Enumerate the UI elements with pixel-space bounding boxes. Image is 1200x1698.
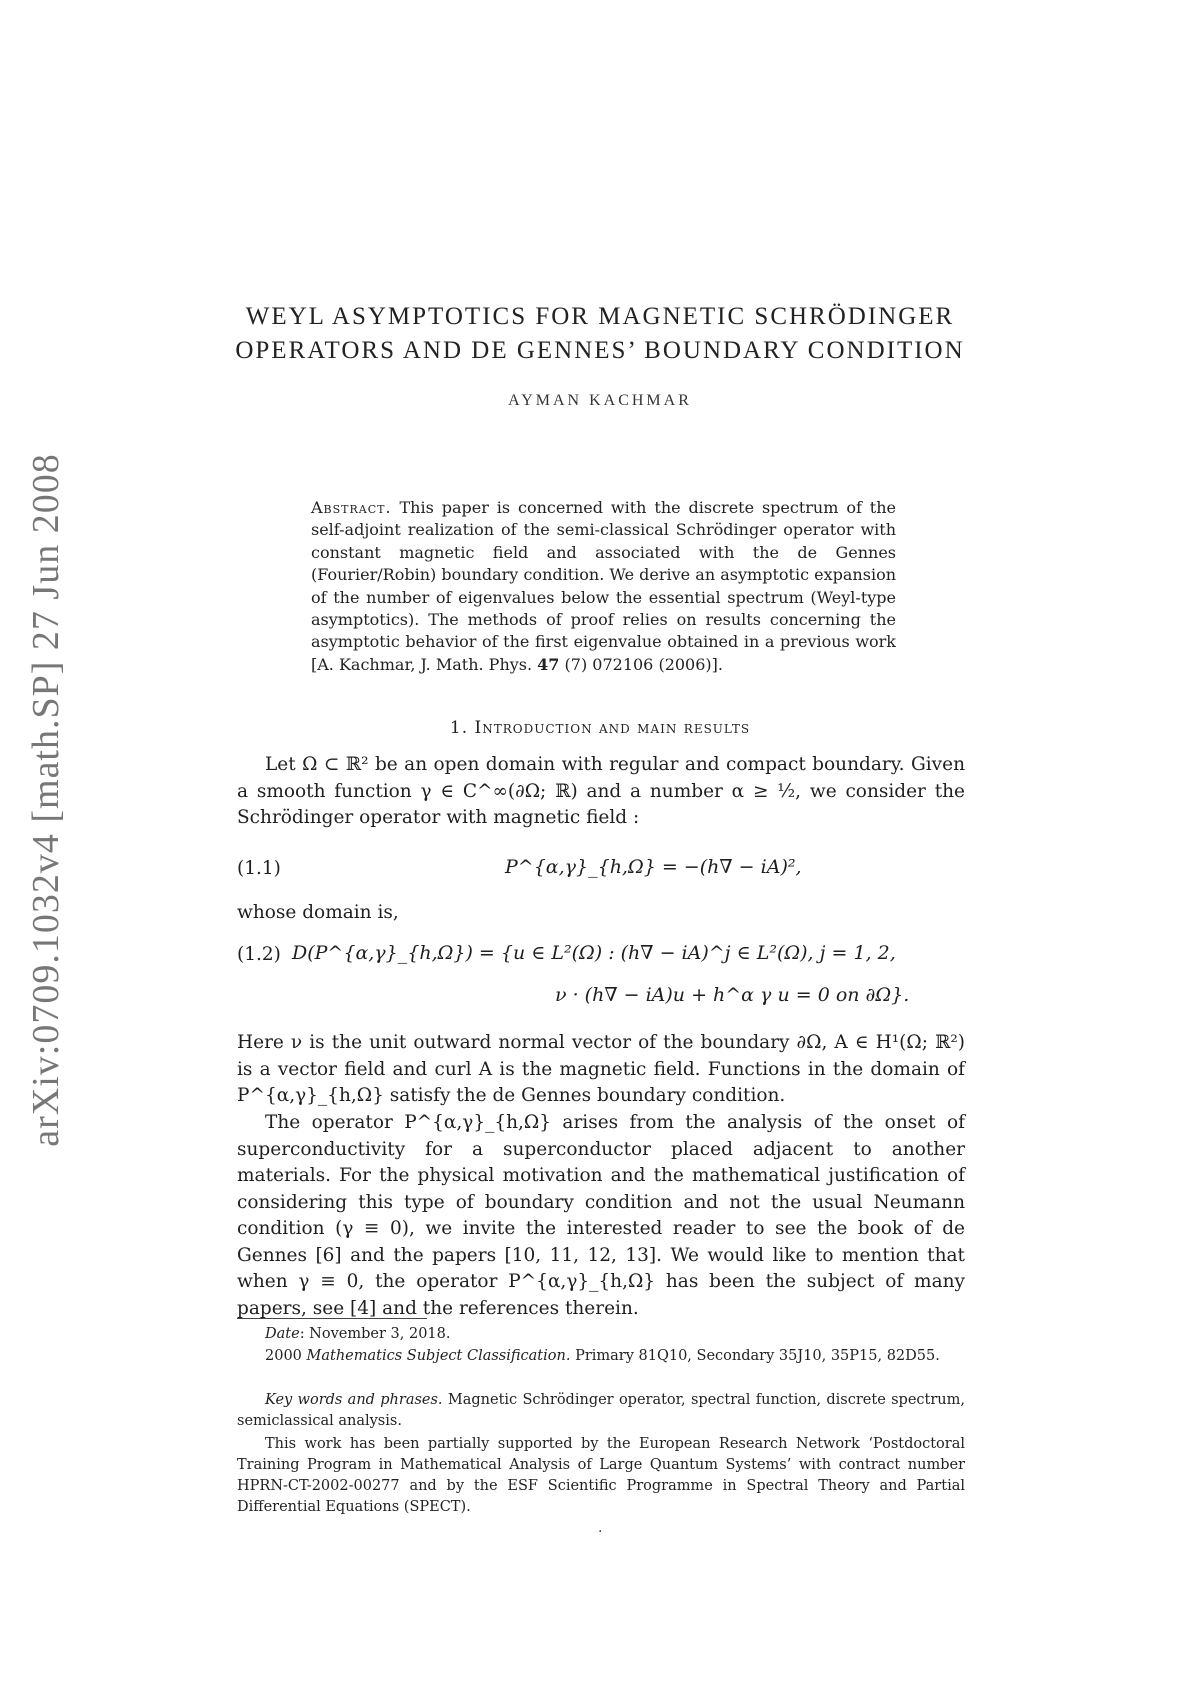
date-value: : November 3, 2018. — [299, 1326, 451, 1342]
paper-title — [0, 300, 1200, 368]
abstract-label: Abstract. — [311, 498, 392, 517]
page-mark: . — [598, 1520, 603, 1536]
abstract-text: This paper is concerned with the discrete spectrum of the self-adjoint realization of the semi-classical Schrödinger operator with constant magnetic field and associated with the de Gennes (Fourier/Robin) boundary condition. We derive an asymptotic expansion of the number of eigenvalues below the essential spectrum (Weyl-type asymptotics). The methods of proof relies on results concerning the asymptotic behavior of the first eigenvalue obtained in a previous work [A. Kachmar, J. Math. Phys. — [311, 498, 896, 674]
footnote-rule — [237, 1318, 427, 1319]
paragraph-1: Let Ω ⊂ ℝ² be an open domain with regular and compact boundary. Given a smooth function γ ∈ C^∞(∂Ω; ℝ) and a number α ≥ ½, we consider the Schrödinger operator with magnetic field : — [237, 754, 965, 828]
footnote-msc — [237, 1346, 965, 1367]
footnote-keywords — [237, 1390, 965, 1432]
section-heading: 1. Introduction and main results — [449, 718, 751, 738]
date-label: Date — [265, 1326, 300, 1342]
equation-2-line-2: ν · (h∇ − iA)u + h^α γ u = 0 on ∂Ω}. — [555, 984, 910, 1006]
arxiv-id: arXiv:0709.1032v4 [math.SP] 27 Jun 2008 — [25, 453, 67, 1147]
abstract — [311, 497, 896, 676]
keywords-label: Key words and phrases. — [265, 1392, 443, 1408]
equation-1-label: (1.1) — [237, 858, 281, 879]
equation-1: P^{α,γ}_{h,Ω} = −(h∇ − iA)², — [505, 856, 802, 878]
footnote-support: This work has been partially supported by the European Research Network ‘Postdoctoral Training Program in Mathematical Analysis of Large Quantum Systems’ with contract number HPRN-CT-2002-00277 and by the ESF Scientific Programme in Spectral Theory and Partial Differential Equations (SPECT). — [237, 1436, 965, 1515]
abstract-volume: 47 — [537, 654, 560, 674]
title-line-2: OPERATORS AND DE GENNES’ BOUNDARY CONDITION — [235, 337, 965, 364]
title-line-1: WEYL ASYMPTOTICS FOR MAGNETIC SCHRÖDINGER — [245, 303, 955, 330]
msc-label: Mathematics Subject Classification. — [306, 1348, 571, 1364]
paragraph-3: Here ν is the unit outward normal vector of the boundary ∂Ω, A ∈ H¹(Ω; ℝ²) is a vector field and curl A is the magnetic field. Functions in the domain of P^{α,γ}_{h,Ω} satisfy the de Gennes boundary condition. — [237, 1032, 965, 1106]
equation-2-label: (1.2) — [237, 944, 281, 965]
footnote-date — [237, 1324, 965, 1345]
arxiv-stamp — [14, 400, 78, 1200]
keywords-value: Magnetic Schrödinger operator, spectral function, discrete spectrum, semiclassical analysis. — [237, 1392, 965, 1429]
equation-2-line-1: D(P^{α,γ}_{h,Ω}) = {u ∈ L²(Ω) : (h∇ − iA)^j ∈ L²(Ω), j = 1, 2, — [292, 942, 896, 964]
paragraph-2: whose domain is, — [237, 902, 399, 923]
msc-year: 2000 — [265, 1348, 302, 1364]
abstract-tail: (7) 072106 (2006)]. — [564, 654, 723, 674]
paragraph-4: The operator P^{α,γ}_{h,Ω} arises from the analysis of the onset of superconductivity for a superconductor placed adjacent to another materials. For the physical motivation and the mathematical justification of considering this type of boundary condition and not the usual Neumann condition (γ ≡ 0), we invite the interested reader to see the book of de Gennes [6] and the papers [10, 11, 12, 13]. We would like to mention that when γ ≡ 0, the operator P^{α,γ}_{h,Ω} has been the subject of many papers, see [4] and the references therein. — [237, 1112, 965, 1319]
msc-value: Primary 81Q10, Secondary 35J10, 35P15, 82D55. — [575, 1348, 940, 1364]
author: AYMAN KACHMAR — [508, 392, 692, 409]
